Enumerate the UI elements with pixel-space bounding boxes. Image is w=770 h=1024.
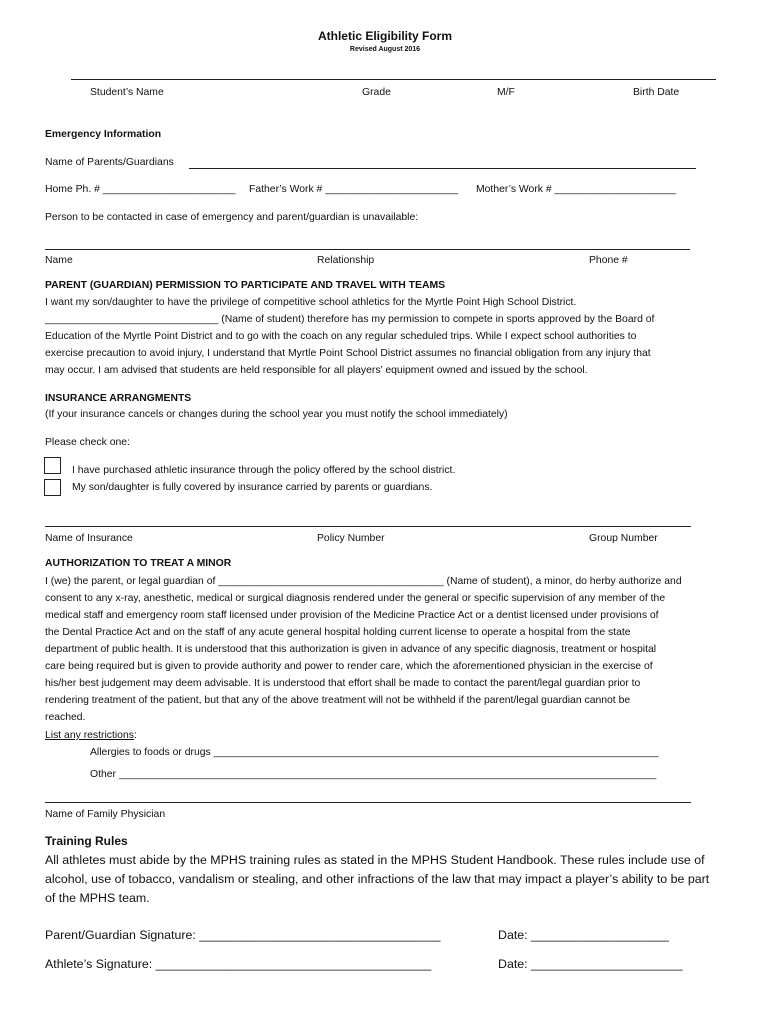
- home-phone-field[interactable]: Home Ph. # _______________________: [45, 184, 236, 195]
- permission-line: I want my son/daughter to have the privilege of competitive school athletics for the Myrtle Point High School District.: [45, 297, 577, 308]
- authorization-line: consent to any x-ray, anesthetic, medical or surgical diagnosis rendered under the general or specific supervision of any member of the: [45, 593, 666, 604]
- emergency-contact-prompt: Person to be contacted in case of emergency and parent/guardian is unavailable:: [45, 212, 419, 223]
- emergency-contact-field[interactable]: [45, 249, 690, 250]
- mothers-work-field[interactable]: Mother’s Work # _____________________: [476, 184, 676, 195]
- fathers-work-field[interactable]: Father’s Work # _______________________: [249, 184, 459, 195]
- contact-name-label: Name: [45, 255, 73, 266]
- parent-insurance-option: My son/daughter is fully covered by insurance carried by parents or guardians.: [72, 482, 433, 493]
- athlete-date-field[interactable]: Date: ______________________: [498, 957, 683, 971]
- group-number-label: Group Number: [589, 533, 658, 544]
- authorization-line: reached.: [45, 712, 86, 723]
- birth-date-label: Birth Date: [633, 87, 680, 98]
- permission-heading: PARENT (GUARDIAN) PERMISSION TO PARTICIPATE AND TRAVEL WITH TEAMS: [45, 280, 446, 291]
- district-insurance-checkbox[interactable]: [44, 457, 61, 474]
- authorization-line[interactable]: I (we) the parent, or legal guardian of _______________________________________ (Name of student), a minor, do herby authorize and: [45, 576, 682, 587]
- permission-line[interactable]: ______________________________ (Name of student) therefore has my permission to compete in sports approved by the Board of: [45, 314, 655, 325]
- student-name-label: Student’s Name: [90, 87, 164, 98]
- insurance-heading: INSURANCE ARRANGMENTS: [45, 393, 192, 404]
- permission-paragraph: [45, 294, 735, 379]
- authorization-heading: AUTHORIZATION TO TREAT A MINOR: [45, 558, 232, 569]
- authorization-line: care being required but is given to provide authority and power to render care, which the aforementioned physician in the exercise of: [45, 661, 653, 672]
- insurance-info-field[interactable]: [45, 526, 691, 527]
- permission-line: exercise precaution to avoid injury, I understand that Myrtle Point School District assumes no financial obligation from any injury that: [45, 348, 651, 359]
- insurance-note: (If your insurance cancels or changes during the school year you must notify the school immediately): [45, 409, 508, 420]
- policy-number-label: Policy Number: [317, 533, 385, 544]
- authorization-line: the Dental Practice Act and on the staff of any acute general hospital holding current license to operate a hospital from the state: [45, 627, 631, 638]
- physician-label: Name of Family Physician: [45, 809, 166, 820]
- permission-line: may occur. I am advised that students are held responsible for all players’ equipment owned and issued by the school.: [45, 365, 588, 376]
- authorization-paragraph: [45, 573, 735, 726]
- insurance-name-label: Name of Insurance: [45, 533, 133, 544]
- training-rules-heading: Training Rules: [45, 834, 128, 848]
- parents-guardians-field[interactable]: [189, 168, 696, 169]
- contact-relationship-label: Relationship: [317, 255, 375, 266]
- parents-guardians-label: Name of Parents/Guardians: [45, 157, 174, 168]
- parent-date-field[interactable]: Date: ____________________: [498, 928, 669, 942]
- grade-label: Grade: [362, 87, 391, 98]
- authorization-line: department of public health. It is understood that this authorization is given in advance of any specific diagnosis, treatment or hospital: [45, 644, 657, 655]
- restrictions-colon: :: [133, 730, 137, 741]
- check-prompt: Please check one:: [45, 437, 130, 448]
- allergies-field[interactable]: Allergies to foods or drugs _____________________________________________________________________________: [90, 747, 659, 758]
- authorization-line: medical staff and emergency room staff licensed under provision of the Medicine Practice Act or a dentist licensed under provisions of: [45, 610, 659, 621]
- contact-phone-label: Phone #: [589, 255, 628, 266]
- physician-field[interactable]: [45, 802, 691, 803]
- training-rules-line: alcohol, use of tobacco, vandalism or stealing, and other infractions of the law that may impact a player’s ability to be part: [45, 872, 710, 886]
- gender-label: M/F: [497, 87, 515, 98]
- revised-date: Revised August 2016: [349, 46, 421, 53]
- other-restrictions-field[interactable]: Other _____________________________________________________________________________________________: [90, 769, 657, 780]
- district-insurance-option: I have purchased athletic insurance through the policy offered by the school district.: [72, 465, 456, 476]
- training-rules-line: All athletes must abide by the MPHS training rules as stated in the MPHS Student Handbook. These rules include use of: [45, 853, 705, 867]
- restrictions-label: List any restrictions: [45, 730, 134, 741]
- athlete-signature-field[interactable]: Athlete’s Signature: ________________________________________: [45, 957, 432, 971]
- student-info-line[interactable]: [71, 79, 716, 80]
- parent-signature-field[interactable]: Parent/Guardian Signature: ___________________________________: [45, 928, 441, 942]
- training-rules-paragraph: [45, 851, 735, 908]
- authorization-line: his/her best judgement may deem advisable. It is understood that effort shall be made to contact the parent/legal guardian prior to: [45, 678, 641, 689]
- restrictions-heading: [45, 730, 137, 741]
- training-rules-line: of the MPHS team.: [45, 891, 150, 905]
- permission-line: Education of the Myrtle Point District and to go with the coach on any regular scheduled trips. While I expect school authorities to: [45, 331, 637, 342]
- authorization-line: rendering treatment of the patient, but that any of the above treatment will not be withheld if the parent/legal guardian cannot be: [45, 695, 631, 706]
- parent-insurance-checkbox[interactable]: [44, 479, 61, 496]
- emergency-heading: Emergency Information: [45, 129, 162, 140]
- form-title: Athletic Eligibility Form: [317, 29, 452, 43]
